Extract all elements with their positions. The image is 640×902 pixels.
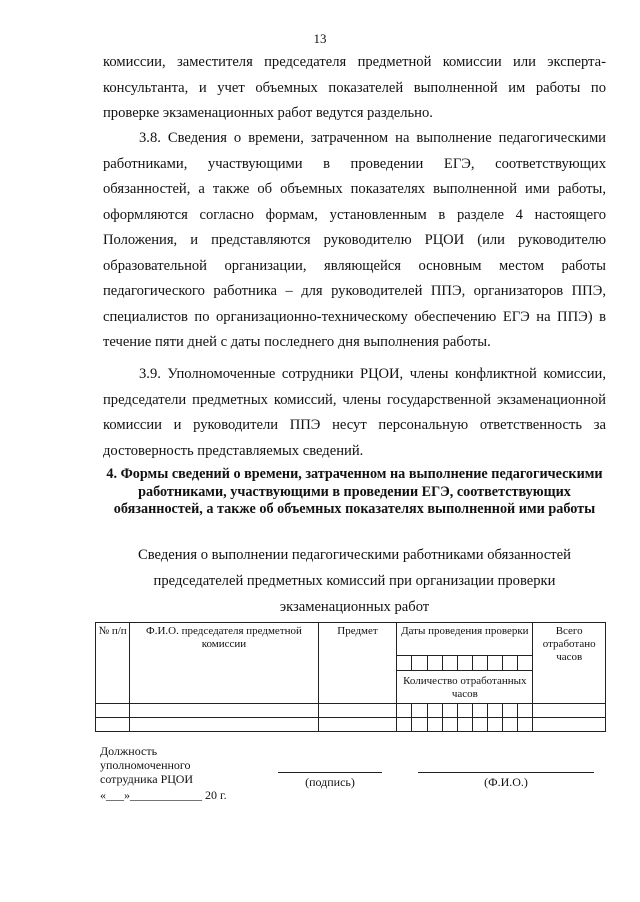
fio-label: (Ф.И.О.) xyxy=(484,775,528,789)
signature-line xyxy=(278,772,382,773)
date-cell xyxy=(412,656,427,671)
header-fio: Ф.И.О. председателя предметной комиссии xyxy=(130,623,318,704)
date-cell xyxy=(487,656,502,671)
header-total: Всего отработано часов xyxy=(533,623,606,704)
date-cell xyxy=(472,656,487,671)
date-cell xyxy=(442,656,457,671)
date-cell xyxy=(427,656,442,671)
date-cell xyxy=(518,656,533,671)
date-cell xyxy=(503,656,518,671)
header-dates: Даты проведения проверки xyxy=(397,623,533,656)
paragraph-3-8: 3.8. Сведения о времени, затраченном на выполнение педагогическими работниками, участвующими в проведении ЕГЭ, соответствующих обязанностей, а также об объемных показателях выполненной ими работы, оформляются согласно формам, установленным в разделе 4 настоящего Положения, и представляются руководителю РЦОИ (или руководителю образовательной организации, являющейся основным местом работы педагогического работника – для руководителей ППЭ, организаторов ППЭ, специалистов по организационно-техническому обеспечению ЕГЭ на ППЭ) в течение пяти дней с даты последнего дня выполнения работы. xyxy=(103,130,606,350)
signature-label: (подпись) xyxy=(305,775,355,789)
form-table xyxy=(95,622,606,732)
paragraph-3-9: 3.9. Уполномоченные сотрудники РЦОИ, члены конфликтной комиссии, председатели предметных комиссий, члены государственной экзаменационной комиссии и руководители ППЭ несут персональную ответственность за достоверность представляемых сведений. xyxy=(103,366,606,459)
signatory-position-label: Должность уполномоченного сотрудника РЦОИ xyxy=(100,744,194,786)
page-number: 13 xyxy=(313,31,327,46)
date-cell xyxy=(457,656,472,671)
form-caption: Сведения о выполнении педагогическими работниками обязанностей председателей предметных комиссий при организации проверки экзаменационных работ xyxy=(138,547,571,615)
header-num: № п/п xyxy=(96,623,130,704)
table-row xyxy=(96,704,606,718)
section-heading: 4. Формы сведений о времени, затраченном на выполнение педагогическими работниками, участвующими в проведении ЕГЭ, соответствующих обязанностей, а также об объемных показателях выполненной ими работы xyxy=(106,466,603,517)
date-line: «___»____________ 20 г. xyxy=(100,788,227,802)
table-header-row xyxy=(96,623,606,656)
header-hours-count: Количество отработанных часов xyxy=(397,671,533,704)
table-row xyxy=(96,718,606,732)
fio-line xyxy=(418,772,594,773)
paragraph-continuation: комиссии, заместителя председателя предметной комиссии или эксперта-консультанта, и учет объемных показателей выполненной им работы по проверке экзаменационных работ ведутся раздельно. xyxy=(103,54,606,121)
header-subject: Предмет xyxy=(318,623,397,704)
date-cell xyxy=(397,656,412,671)
